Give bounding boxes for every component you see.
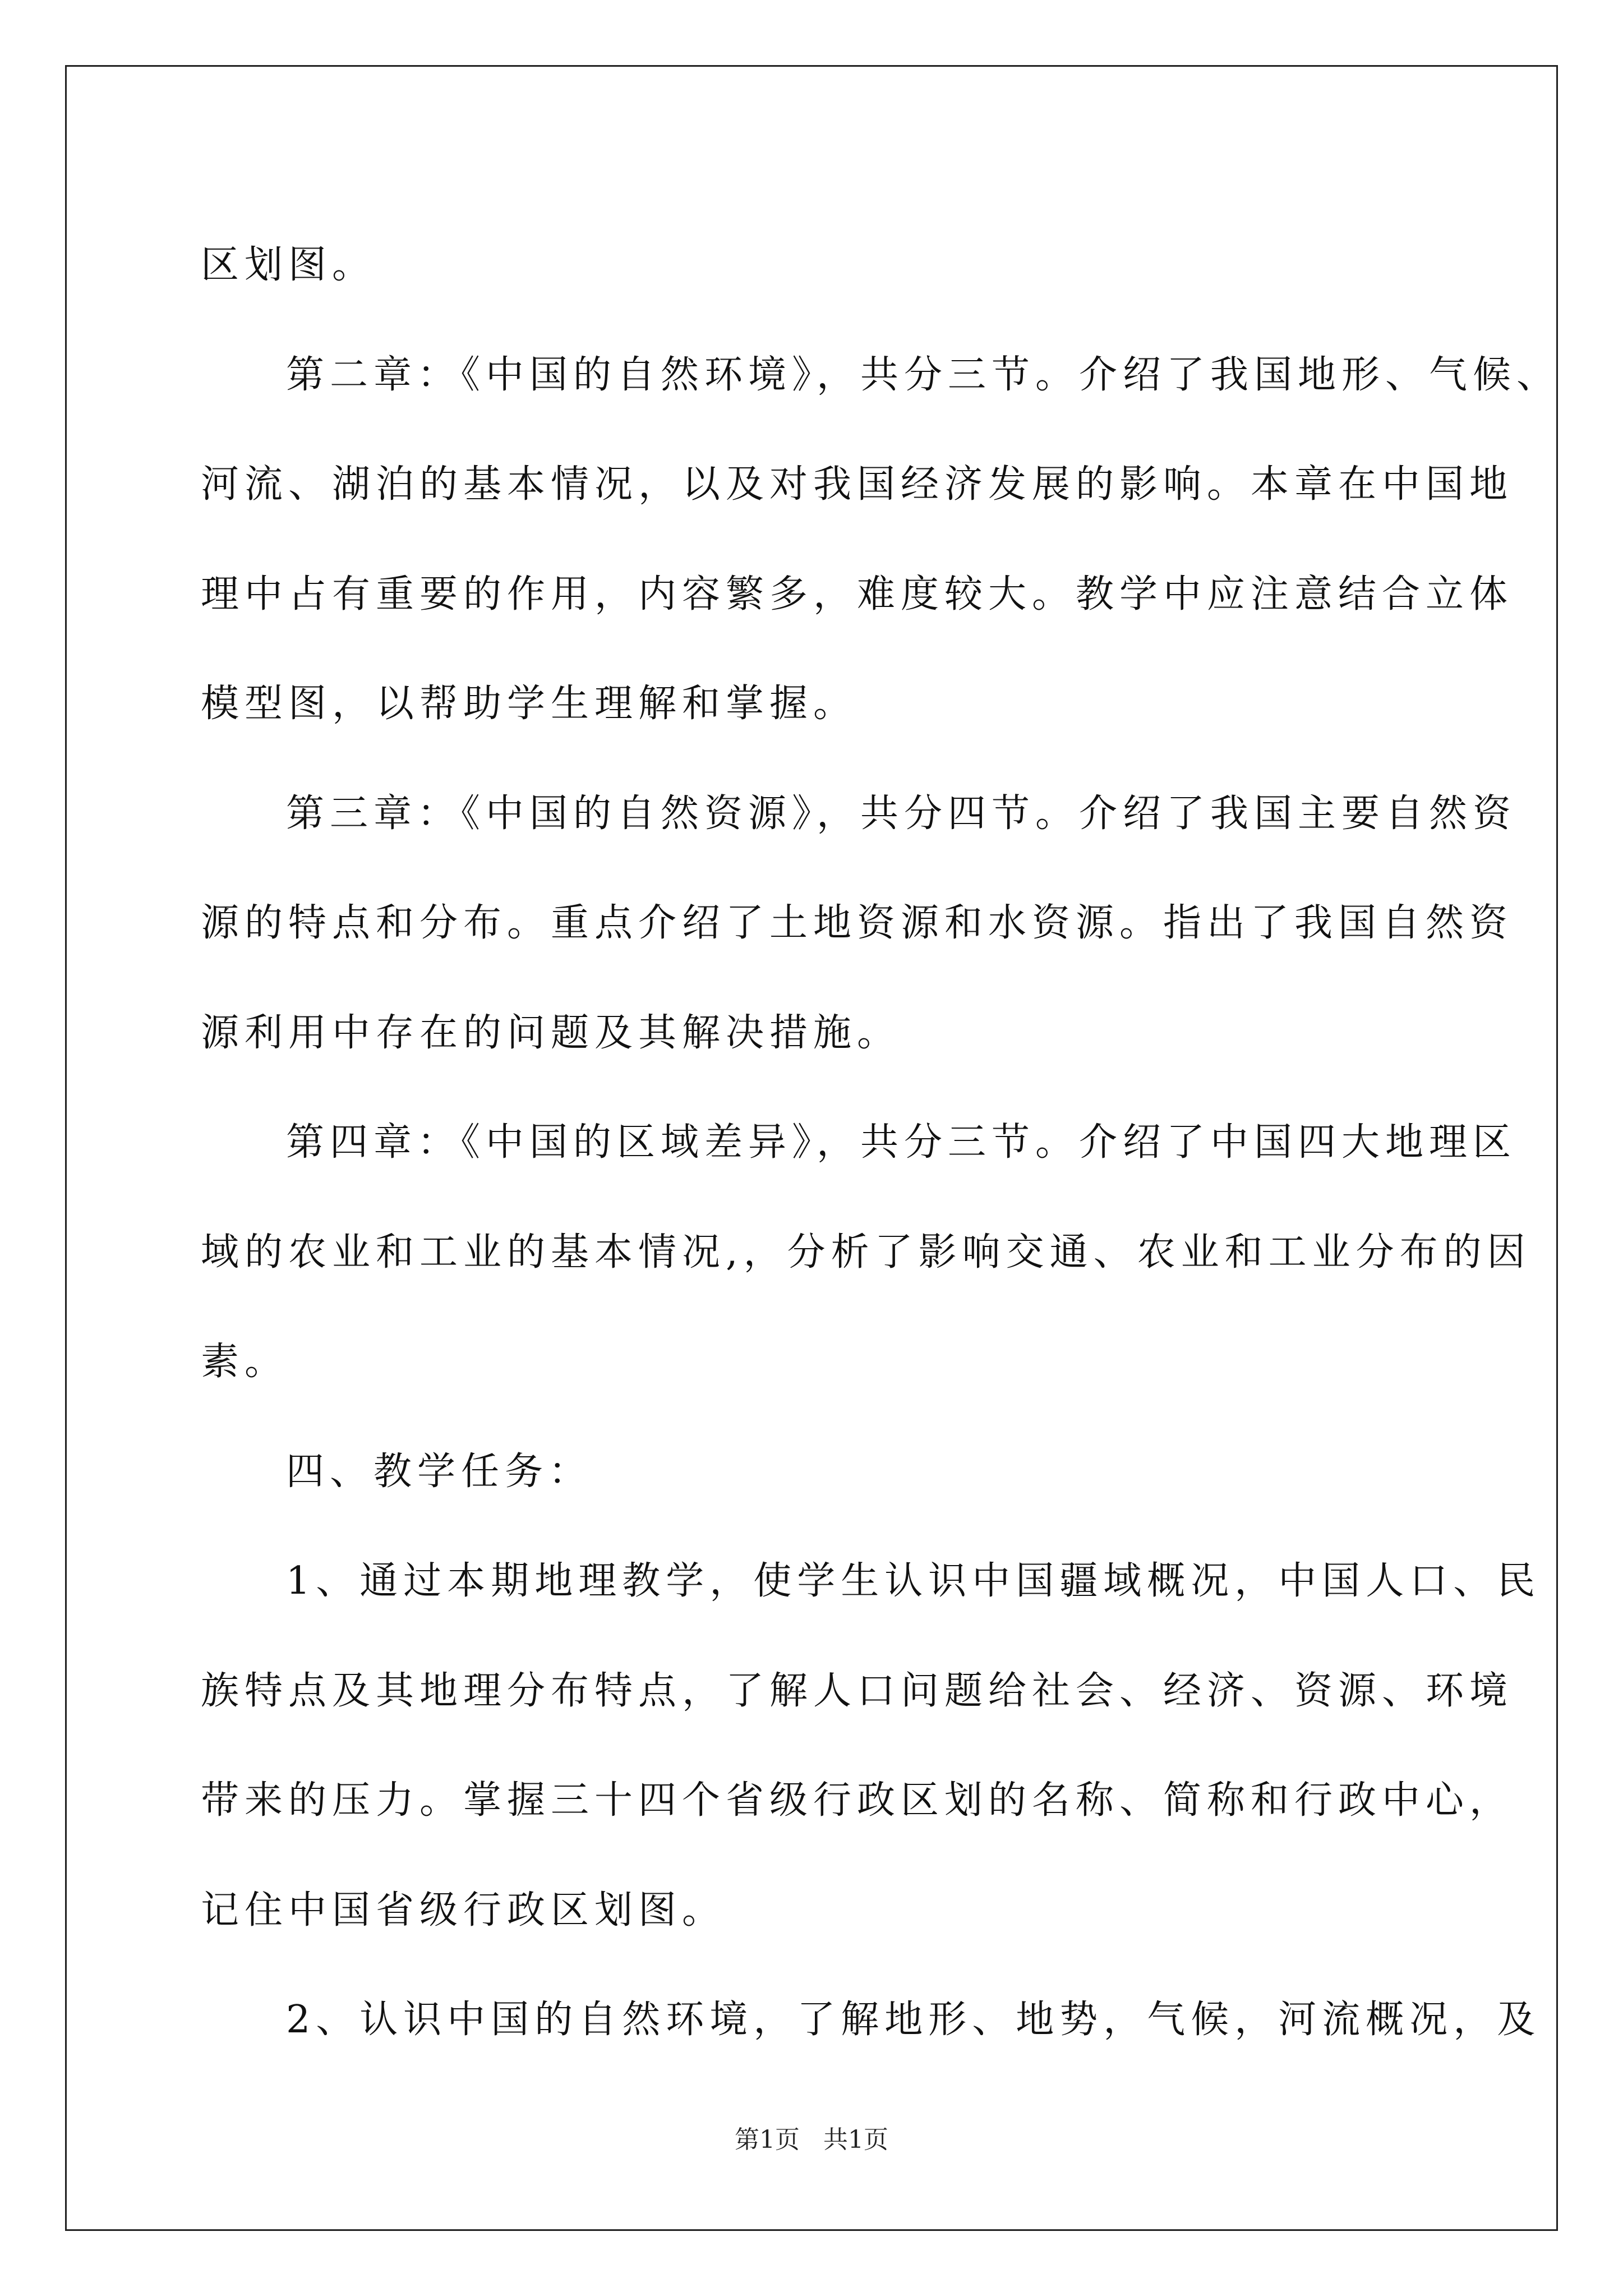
text-line: 第三章：《中国的自然资源》，共分四节。介绍了我国主要自然资 bbox=[286, 791, 1517, 836]
text-line: 区划图。 bbox=[201, 243, 376, 287]
text-line: 记住中国省级行政区划图。 bbox=[201, 1888, 726, 1932]
document-body bbox=[201, 210, 1561, 2075]
text-line: 理中占有重要的作用，内容繁多，难度较大。教学中应注意结合立体 bbox=[201, 572, 1514, 616]
text-line: 1、通过本期地理教学，使学生认识中国疆域概况，中国人口、民 bbox=[286, 1559, 1541, 1603]
text-line: 素。 bbox=[201, 1340, 289, 1384]
text-line: 2、认识中国的自然环境，了解地形、地势，气候，河流概况，及 bbox=[286, 1998, 1541, 2042]
text-line: 河流、湖泊的基本情况，以及对我国经济发展的影响。本章在中国地 bbox=[201, 462, 1514, 507]
text-line: 带来的压力。掌握三十四个省级行政区划的名称、简称和行政中心， bbox=[201, 1778, 1514, 1823]
text-line: 四、教学任务： bbox=[286, 1449, 593, 1494]
page-number-footer: 第1页 共1页 bbox=[735, 2125, 888, 2154]
text-line: 模型图，以帮助学生理解和掌握。 bbox=[201, 682, 857, 726]
text-line: 族特点及其地理分布特点，了解人口问题给社会、经济、资源、环境 bbox=[201, 1668, 1514, 1713]
text-line: 源利用中存在的问题及其解决措施。 bbox=[201, 1010, 901, 1055]
text-line: 源的特点和分布。重点介绍了土地资源和水资源。指出了我国自然资 bbox=[201, 901, 1514, 945]
text-line: 第二章：《中国的自然环境》，共分三节。介绍了我国地形、气候、 bbox=[286, 352, 1561, 397]
text-line: 域的农业和工业的基本情况,，分析了影响交通、农业和工业分布的因 bbox=[201, 1230, 1531, 1274]
text-line: 第四章：《中国的区域差异》，共分三节。介绍了中国四大地理区 bbox=[286, 1120, 1517, 1165]
